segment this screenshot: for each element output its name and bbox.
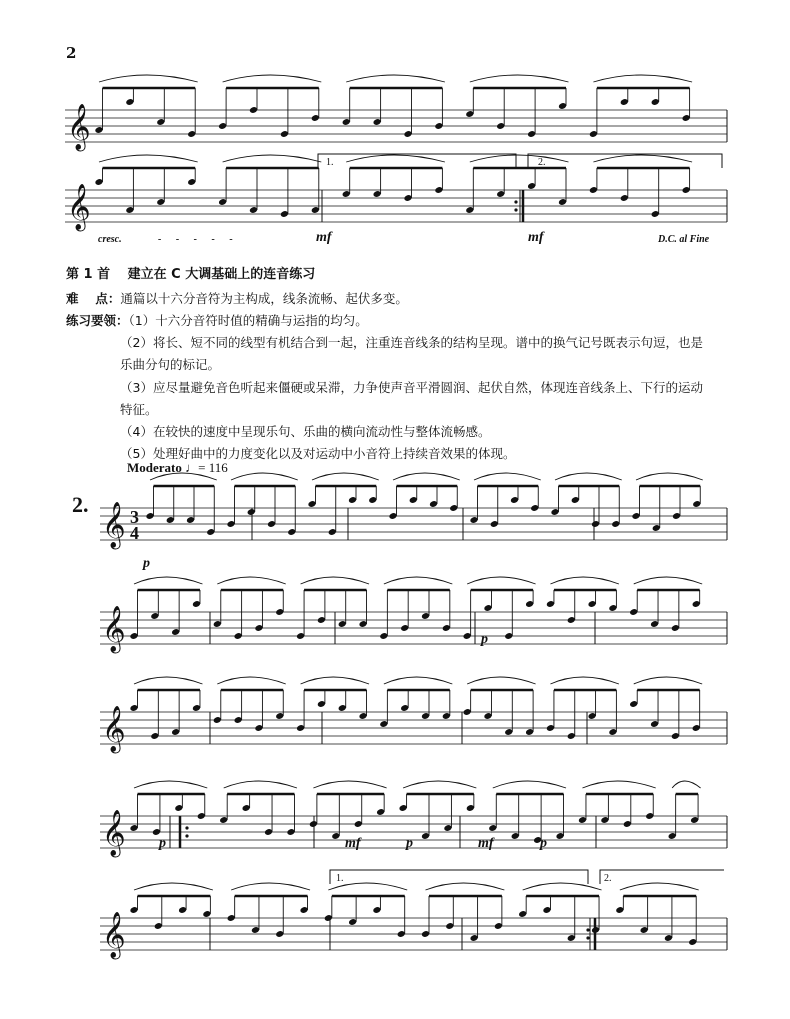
treble-clef-icon: 𝄞: [102, 912, 126, 958]
slur: [99, 75, 198, 82]
slur: [470, 75, 569, 82]
staff-system-1: [0, 70, 790, 150]
time-signature-bottom: 4: [130, 523, 139, 543]
dynamic-p-1: p: [143, 556, 150, 571]
cresc-marking: cresc.: [98, 234, 122, 245]
exercise-number: 2.: [72, 492, 89, 517]
repeat-dot: [586, 928, 589, 931]
requirements-line: [66, 311, 368, 329]
slur: [217, 677, 285, 684]
treble-clef-icon: 𝄞: [102, 502, 126, 548]
dynamic-p-3: p: [159, 836, 166, 851]
volta-second: 2.: [538, 157, 546, 168]
repeat-dot: [514, 208, 517, 211]
treble-clef-icon: 𝄞: [67, 184, 91, 230]
slur: [384, 577, 452, 584]
dc-al-fine: D.C. al Fine: [658, 234, 710, 245]
slur: [134, 677, 202, 684]
volta-first: 1.: [326, 157, 334, 168]
repeat-dot: [586, 936, 589, 939]
slur: [467, 577, 535, 584]
staff-system-7: [0, 878, 790, 968]
slur: [403, 781, 476, 788]
staff-4-notation: [0, 572, 790, 662]
staff-system-3: [0, 468, 790, 558]
volta-brackets-top: [0, 150, 790, 170]
dynamic-mf-2: mf: [528, 230, 544, 245]
tempo-text: Moderato: [127, 460, 182, 475]
slur: [550, 577, 618, 584]
slur: [224, 781, 297, 788]
difficulty-label: 难 点：: [66, 291, 121, 306]
staff-1-notation: [0, 70, 790, 150]
repeat-dot: [185, 834, 188, 837]
staff-7-notation: [0, 878, 790, 968]
staff-6-notation: [0, 776, 790, 866]
section-title: 第 1 首 建立在 C 大调基础上的连音练习: [66, 267, 316, 282]
repeat-dot: [185, 826, 188, 829]
slur: [634, 677, 702, 684]
difficulty-text: 通篇以十六分音符为主构成，线条流畅、起伏多变。: [120, 291, 408, 306]
dynamic-p-2: p: [481, 632, 488, 647]
dynamic-mf-4: mf: [478, 836, 494, 851]
requirement-item-1: （1）十六分音符时值的精确与运指的均匀。: [128, 313, 368, 328]
requirement-item-3-cont: 特征。: [120, 402, 158, 417]
requirement-item-4: （4）在较快的速度中呈现乐句、乐曲的横向流动性与整体流畅感。: [120, 424, 491, 439]
slur: [231, 473, 298, 480]
staff-3-notation: [0, 468, 790, 558]
requirements-label: 练习要领：: [66, 313, 129, 328]
slur: [217, 577, 285, 584]
exercise-volta-second: 2.: [604, 873, 612, 884]
slur: [582, 781, 655, 788]
treble-clef-icon: 𝄞: [102, 606, 126, 652]
slur: [467, 677, 535, 684]
slur: [313, 781, 386, 788]
requirement-item-3: （3）应尽量避免音色听起来僵硬或呆滞，力争使声音平滑圆润、起伏自然，体现连音线条上、下行的运动: [120, 380, 703, 395]
time-signature-top: 3: [130, 507, 139, 527]
treble-clef-icon: 𝄞: [67, 104, 91, 150]
slur: [672, 781, 700, 788]
staff-system-5: [0, 672, 790, 762]
requirement-item-2-cont: 乐曲分句的标记。: [120, 357, 221, 372]
repeat-dot: [514, 200, 517, 203]
slur: [150, 473, 217, 480]
staff-system-6: [0, 776, 790, 866]
cresc-dashes: - - - - -: [158, 234, 239, 245]
dynamic-p-5: p: [540, 836, 547, 851]
slur: [312, 473, 379, 480]
slur: [636, 473, 703, 480]
slur: [301, 677, 369, 684]
page-number: 2: [66, 44, 77, 62]
slur: [134, 577, 202, 584]
difficulty-line: [66, 289, 408, 307]
exercise-volta-first: 1.: [336, 873, 344, 884]
dynamic-mf-3: mf: [345, 836, 361, 851]
exercise-volta-brackets: [0, 866, 790, 886]
slur: [555, 473, 622, 480]
staff-5-notation: [0, 672, 790, 762]
slur: [384, 677, 452, 684]
metronome-mark: ♩= 116: [185, 460, 228, 475]
slur: [493, 781, 566, 788]
requirement-item-5: （5）处理好曲中的力度变化以及对运动中小音符上持续音效果的体现。: [120, 446, 516, 461]
dynamic-mf-1: mf: [316, 230, 332, 245]
slur: [393, 473, 460, 480]
slur: [223, 75, 322, 82]
treble-clef-icon: 𝄞: [102, 810, 126, 856]
slur: [134, 781, 207, 788]
slur: [346, 75, 445, 82]
slur: [474, 473, 541, 480]
slur: [301, 577, 369, 584]
requirement-item-2: （2）将长、短不同的线型有机结合到一起，注重连音线条的结构呈现。谱中的换气记号既表示句逗，也是: [120, 335, 703, 350]
staff-system-4: [0, 572, 790, 662]
slur: [550, 677, 618, 684]
dynamic-p-4: p: [406, 836, 413, 851]
treble-clef-icon: 𝄞: [102, 706, 126, 752]
slur: [634, 577, 702, 584]
slur: [593, 75, 692, 82]
